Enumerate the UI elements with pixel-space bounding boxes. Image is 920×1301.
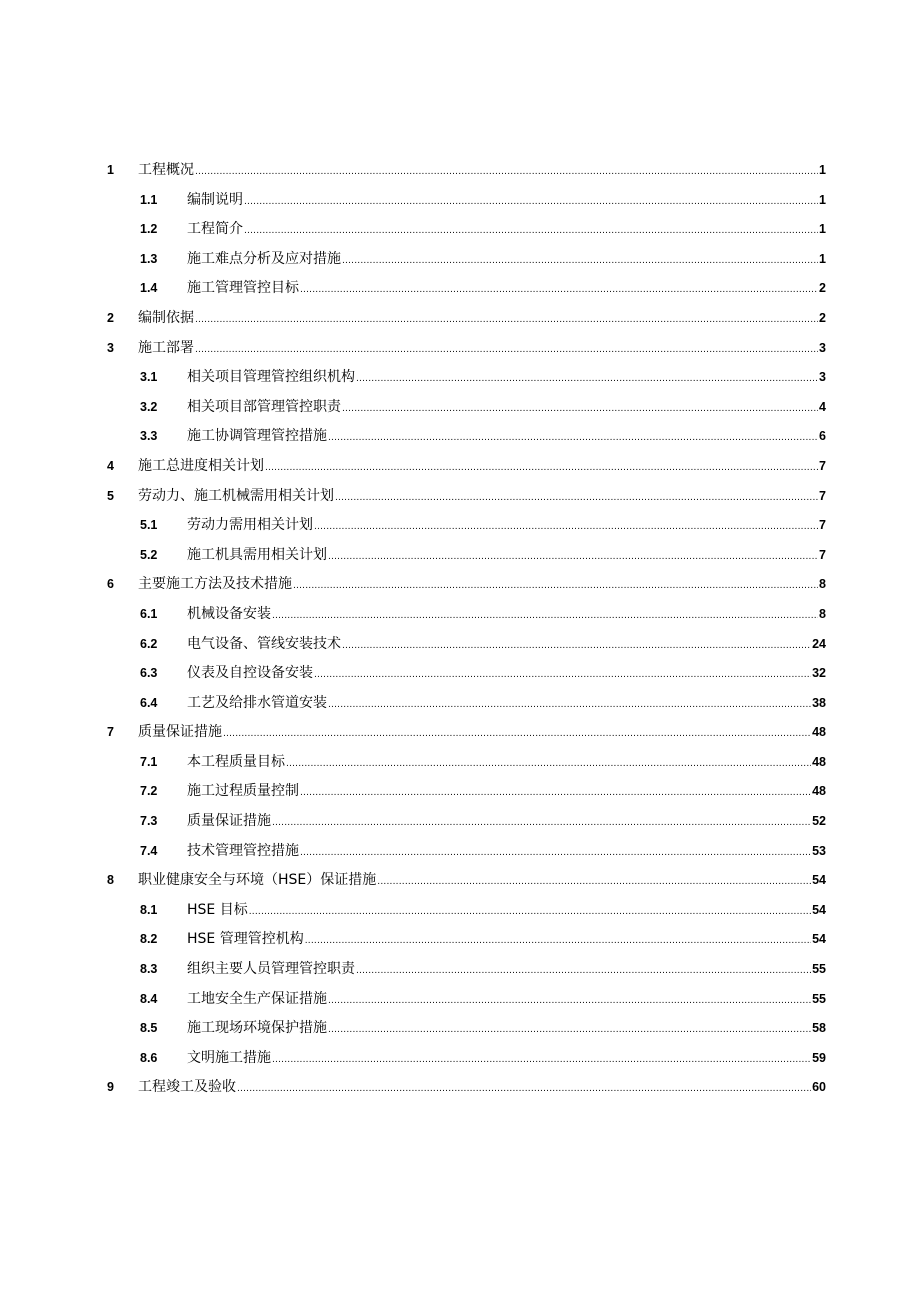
toc-entry-number: 2 [107,310,114,325]
toc-entry-page-number[interactable]: 24 [812,636,826,651]
dot-leader [342,253,818,269]
toc-entry-title[interactable]: 工艺及给排水管道安装 [187,694,327,711]
toc-entry-6[interactable] [0,569,920,599]
toc-entry-title[interactable]: 编制依据 [138,309,194,326]
toc-entry-1-2[interactable] [0,214,920,244]
toc-entry-page-number[interactable]: 48 [812,754,826,769]
toc-entry-page-number[interactable]: 38 [812,695,826,710]
toc-entry-5[interactable] [0,481,920,511]
toc-entry-number: 3 [107,340,114,355]
toc-entry-6-3[interactable] [0,658,920,688]
toc-entry-page-number[interactable]: 54 [812,873,826,888]
toc-entry-number: 6.4 [140,695,158,710]
toc-entry-page-number[interactable]: 59 [812,1050,826,1065]
toc-entry-line [187,251,826,269]
toc-entry-title[interactable]: 仪表及自控设备安装 [187,665,313,682]
toc-entry-3[interactable] [0,333,920,363]
dot-leader [300,282,818,298]
toc-entry-title[interactable]: 技术管理管控措施 [187,842,299,859]
dot-leader [335,490,818,506]
table-of-contents [0,155,920,1102]
toc-entry-page-number[interactable]: 54 [812,902,826,917]
toc-entry-1-4[interactable] [0,273,920,303]
toc-entry-page-number[interactable]: 6 [819,429,826,444]
toc-entry-number: 6.2 [140,636,158,651]
toc-entry-line [187,428,826,446]
dot-leader [249,904,811,920]
dot-leader [328,697,811,713]
toc-entry-number: 1.3 [140,251,158,266]
toc-entry-number: 8.6 [140,1050,158,1065]
toc-entry-title[interactable]: 施工机具需用相关计划 [187,546,327,563]
dot-leader [328,549,818,565]
dot-leader [305,933,811,949]
dot-leader [272,1052,811,1068]
toc-entry-8-2[interactable] [0,924,920,954]
dot-leader [314,667,811,683]
toc-entry-number: 7.4 [140,843,158,858]
dot-leader [244,223,818,239]
dot-leader [195,164,818,180]
dot-leader [195,342,818,358]
toc-entry-page-number[interactable]: 60 [812,1080,826,1095]
toc-entry-8-3[interactable] [0,954,920,984]
toc-entry-line [138,340,826,358]
toc-entry-title[interactable]: 文明施工措施 [187,1049,271,1066]
dot-leader [237,1081,811,1097]
toc-entry-7-1[interactable] [0,747,920,777]
toc-entry-number: 6.3 [140,666,158,681]
toc-entry-line [187,369,826,387]
dot-leader [342,638,811,654]
toc-entry-line [187,902,826,920]
toc-entry-page-number[interactable]: 58 [812,1021,826,1036]
toc-entry-page-number[interactable]: 7 [819,488,826,503]
toc-entry-line [138,310,826,328]
toc-entry-line [138,872,826,890]
toc-entry-7-4[interactable] [0,836,920,866]
toc-entry-title[interactable]: 相关项目管理管控组织机构 [187,369,355,386]
toc-entry-1-1[interactable] [0,185,920,215]
toc-entry-number: 1.1 [140,192,158,207]
toc-entry-line [187,754,826,772]
toc-entry-number: 1.4 [140,281,158,296]
toc-entry-page-number[interactable]: 1 [819,251,826,266]
dot-leader [286,756,811,772]
toc-entry-number: 3.2 [140,399,158,414]
dot-leader [314,519,818,535]
toc-entry-title[interactable]: 施工难点分析及应对措施 [187,250,341,267]
toc-entry-page-number[interactable]: 8 [819,606,826,621]
toc-entry-page-number[interactable]: 7 [819,547,826,562]
toc-entry-8-6[interactable] [0,1043,920,1073]
toc-entry-3-1[interactable] [0,362,920,392]
toc-entry-title[interactable]: 质量保证措施 [187,813,271,830]
toc-entry-number: 8.3 [140,962,158,977]
toc-entry-1[interactable] [0,155,920,185]
dot-leader [356,963,811,979]
toc-entry-3-2[interactable] [0,392,920,422]
toc-entry-title[interactable]: HSE 目标 [187,901,248,918]
dot-leader [300,845,811,861]
toc-entry-page-number[interactable]: 55 [812,991,826,1006]
toc-entry-8-5[interactable] [0,1013,920,1043]
dot-leader [328,430,818,446]
toc-entry-page-number[interactable]: 2 [819,281,826,296]
toc-entry-title[interactable]: 工程简介 [187,221,243,238]
toc-entry-line [187,843,826,861]
toc-entry-page-number[interactable]: 1 [819,192,826,207]
toc-entry-line [187,931,826,949]
toc-entry-page-number[interactable]: 55 [812,962,826,977]
toc-entry-line [187,547,826,565]
dot-leader [265,460,818,476]
toc-entry-line [187,517,826,535]
toc-entry-page-number[interactable]: 4 [819,399,826,414]
toc-entry-title[interactable]: 工程概况 [138,162,194,178]
toc-entry-line [187,192,826,210]
toc-entry-number: 4 [107,458,114,473]
toc-entry-line [187,1020,826,1038]
toc-entry-page-number[interactable]: 53 [812,843,826,858]
toc-entry-title[interactable]: 劳动力、施工机械需用相关计划 [138,487,334,504]
toc-entry-title[interactable]: 施工过程质量控制 [187,783,299,800]
dot-leader [328,1022,811,1038]
toc-entry-page-number[interactable]: 3 [819,340,826,355]
toc-entry-number: 8 [107,873,114,888]
toc-entry-title[interactable]: 施工总进度相关计划 [138,457,264,474]
toc-entry-4[interactable] [0,451,920,481]
toc-entry-title[interactable]: 工程竣工及验收 [138,1079,236,1096]
toc-entry-title[interactable]: 机械设备安装 [187,605,271,622]
toc-entry-page-number[interactable]: 54 [812,932,826,947]
toc-entry-6-1[interactable] [0,599,920,629]
dot-leader [223,726,811,742]
toc-entry-number: 1 [107,163,114,177]
toc-entry-line [138,724,826,742]
toc-entry-line [187,961,826,979]
toc-entry-title[interactable]: 质量保证措施 [138,724,222,741]
toc-entry-line [187,665,826,683]
toc-entry-line [187,399,826,417]
toc-entry-line [138,1079,826,1097]
toc-entry-line [187,1050,826,1068]
toc-entry-number: 7.3 [140,814,158,829]
toc-entry-5-2[interactable] [0,540,920,570]
toc-entry-page-number[interactable]: 48 [812,784,826,799]
toc-entry-2[interactable] [0,303,920,333]
toc-entry-number: 8.4 [140,991,158,1006]
toc-entry-line [187,221,826,239]
toc-entry-title[interactable]: 职业健康安全与环境（HSE）保证措施 [138,872,377,889]
toc-entry-line [138,488,826,506]
dot-leader [356,371,818,387]
toc-entry-page-number[interactable]: 3 [819,370,826,385]
toc-entry-line [187,813,826,831]
toc-entry-number: 7.1 [140,754,158,769]
toc-entry-number: 7.2 [140,784,158,799]
dot-leader [300,785,811,801]
toc-entry-number: 8.5 [140,1021,158,1036]
toc-entry-page-number[interactable]: 7 [819,458,826,473]
toc-entry-title[interactable]: 主要施工方法及技术措施 [138,576,292,593]
toc-entry-1-3[interactable] [0,244,920,274]
toc-entry-line [187,636,826,654]
dot-leader [377,874,811,890]
toc-entry-5-1[interactable] [0,510,920,540]
toc-entry-page-number[interactable]: 8 [819,577,826,592]
toc-entry-title[interactable]: 施工部署 [138,339,194,356]
dot-leader [328,993,811,1009]
dot-leader [272,608,818,624]
toc-entry-number: 5.2 [140,547,158,562]
toc-entry-number: 5.1 [140,518,158,533]
toc-entry-line [187,606,826,624]
toc-entry-line [138,576,826,594]
toc-entry-title[interactable]: 本工程质量目标 [187,753,285,770]
toc-entry-7-3[interactable] [0,806,920,836]
toc-entry-line [138,162,826,180]
toc-entry-line [187,783,826,801]
toc-entry-title[interactable]: 施工协调管理管控措施 [187,428,327,445]
toc-entry-title[interactable]: 施工现场环境保护措施 [187,1020,327,1037]
toc-entry-6-4[interactable] [0,688,920,718]
toc-entry-number: 9 [107,1080,114,1095]
toc-entry-number: 8.2 [140,932,158,947]
toc-entry-title[interactable]: 电气设备、管线安装技术 [187,635,341,652]
toc-entry-7-2[interactable] [0,776,920,806]
toc-entry-page-number[interactable]: 48 [812,725,826,740]
toc-entry-number: 1.2 [140,222,158,237]
toc-entry-line [187,695,826,713]
toc-entry-9[interactable] [0,1072,920,1102]
toc-entry-line [187,991,826,1009]
dot-leader [244,194,818,210]
dot-leader [342,401,818,417]
toc-entry-page-number[interactable]: 52 [812,814,826,829]
toc-entry-page-number[interactable]: 32 [812,666,826,681]
toc-entry-title[interactable]: 施工管理管控目标 [187,280,299,297]
toc-entry-title[interactable]: 组织主要人员管理管控职责 [187,961,355,978]
toc-entry-number: 7 [107,725,114,740]
toc-entry-title[interactable]: 劳动力需用相关计划 [187,517,313,534]
dot-leader [195,312,818,328]
toc-entry-line [138,458,826,476]
toc-entry-3-3[interactable] [0,421,920,451]
dot-leader [293,578,818,594]
toc-entry-page-number[interactable]: 1 [819,222,826,237]
toc-entry-title[interactable]: HSE 管理管控机构 [187,931,304,948]
toc-entry-number: 6.1 [140,606,158,621]
toc-entry-title[interactable]: 相关项目部管理管控职责 [187,398,341,415]
toc-entry-page-number[interactable]: 1 [819,163,826,177]
toc-entry-number: 8.1 [140,902,158,917]
toc-entry-8-4[interactable] [0,984,920,1014]
toc-entry-number: 6 [107,577,114,592]
toc-entry-7[interactable] [0,717,920,747]
toc-entry-number: 5 [107,488,114,503]
toc-entry-number: 3.3 [140,429,158,444]
toc-entry-title[interactable]: 编制说明 [187,191,243,208]
toc-entry-number: 3.1 [140,370,158,385]
toc-entry-title[interactable]: 工地安全生产保证措施 [187,990,327,1007]
toc-entry-8-1[interactable] [0,895,920,925]
toc-entry-8[interactable] [0,865,920,895]
dot-leader [272,815,811,831]
toc-entry-line [187,280,826,298]
toc-entry-6-2[interactable] [0,629,920,659]
toc-entry-page-number[interactable]: 2 [819,310,826,325]
toc-entry-page-number[interactable]: 7 [819,518,826,533]
